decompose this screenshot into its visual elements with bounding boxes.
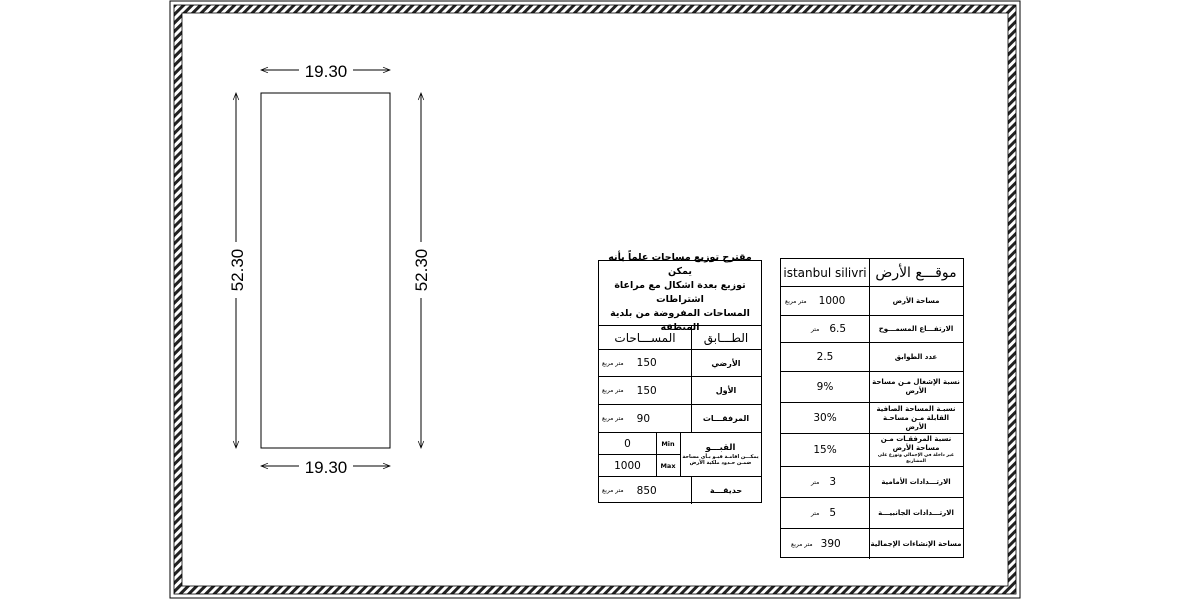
area-distribution-table <box>598 252 762 503</box>
site-value: 15% <box>813 444 837 456</box>
table-row <box>781 316 963 343</box>
unit-label: متر <box>811 325 820 333</box>
site-value: 390 <box>820 538 841 550</box>
dimension-right <box>411 93 431 448</box>
dimension-left <box>226 93 247 448</box>
table-row <box>599 350 761 377</box>
site-label: نسبة المرفقـات مـن مساحة الأرض <box>880 435 952 452</box>
site-label: الارتـــدادات الجانبيـــة <box>878 508 954 517</box>
site-value: 5 <box>829 507 837 519</box>
garden-label: حديقـــة <box>709 486 743 495</box>
site-value: 3 <box>829 476 837 488</box>
title-line-2: توزيع بعدة اشكال مع مراعاة اشتراطات <box>614 280 746 305</box>
column-header-floor: الطـــابق <box>703 330 749 345</box>
unit-label: متر <box>811 509 820 517</box>
site-label: الارتـــدادات الأمامية <box>881 477 951 486</box>
unit-label: متر مربع <box>602 487 624 494</box>
dimension-right-label: 52.30 <box>412 248 431 292</box>
site-value: 6.5 <box>829 323 847 335</box>
table-row <box>781 343 963 372</box>
basement-min-label: Min <box>661 439 675 448</box>
floor-area-value: 150 <box>636 357 657 369</box>
unit-label: متر مربع <box>602 359 624 367</box>
site-value: 30% <box>813 412 837 424</box>
dimension-top-label: 19.30 <box>304 62 348 81</box>
table-row <box>599 405 761 433</box>
title-line-1: مقترح توزيع مساحات علماً بأنه يمكن <box>608 252 752 277</box>
basement-label: القبـــو <box>705 443 736 453</box>
floor-label: المرفقـــات <box>702 414 750 423</box>
site-label: نسبـة المساحة الصافية القابلة مـن مساحـة الأرض <box>876 404 956 431</box>
basement-row <box>599 433 761 477</box>
site-value: 9% <box>816 381 834 393</box>
dimension-bottom <box>261 456 390 477</box>
table-row <box>599 377 761 405</box>
site-value: 2.5 <box>816 351 834 363</box>
site-label: مساحة الأرض <box>892 296 940 305</box>
table-row <box>781 498 963 529</box>
garden-area-value: 850 <box>636 484 657 497</box>
floor-label: الأرضي <box>711 358 741 368</box>
site-label: الارتفـــاع المسمـــوح <box>878 324 954 333</box>
site-label: نسبة الإشغال مـن مساحة الأرض <box>872 378 960 395</box>
dimension-left-label: 52.30 <box>228 248 247 292</box>
table-row <box>781 287 963 316</box>
area-table-header <box>599 326 761 350</box>
floor-area-value: 150 <box>636 384 657 397</box>
land-plot-outline <box>261 93 390 448</box>
unit-label: متر مربع <box>602 415 624 422</box>
site-value: 1000 <box>818 295 846 307</box>
garden-row <box>599 477 761 504</box>
basement-max-label: Max <box>660 462 676 470</box>
basement-max-value: 1000 <box>614 460 641 472</box>
title-line-3: المساحات المفروضة من بلدية المنطقة <box>610 308 750 333</box>
site-note: غير داخلة في الإجمالي وتوزع على المشاريع <box>877 453 955 464</box>
table-row <box>781 403 963 434</box>
unit-label: متر مربع <box>791 540 813 548</box>
table-row <box>781 467 963 498</box>
floor-label: الأول <box>715 386 737 395</box>
unit-label: متر <box>811 478 820 486</box>
land-location-label: موقـــع الأرض <box>875 264 957 281</box>
site-table-header <box>781 259 963 287</box>
basement-min-value: 0 <box>624 437 631 450</box>
land-location-value: istanbul silivri <box>783 265 867 280</box>
unit-label: متر مربع <box>602 387 624 394</box>
basement-note: يمكـــن اقامـة قبـو بـأي مساحة ضمـن حـدود ملكية الأرض <box>682 454 759 466</box>
dimension-top <box>261 60 390 81</box>
table-row <box>781 434 963 467</box>
site-label: مساحة الإنشاءات الإجمالية <box>870 539 962 548</box>
site-info-table <box>780 258 964 558</box>
dimension-bottom-label: 19.30 <box>304 458 348 477</box>
unit-label: متر مربع <box>785 297 807 305</box>
floor-area-value: 90 <box>636 412 651 425</box>
column-header-areas: المســـاحات <box>614 330 676 345</box>
table-row <box>781 372 963 403</box>
area-table-title <box>599 252 761 333</box>
table-row <box>781 529 963 559</box>
site-label: عدد الطوابق <box>894 352 938 361</box>
